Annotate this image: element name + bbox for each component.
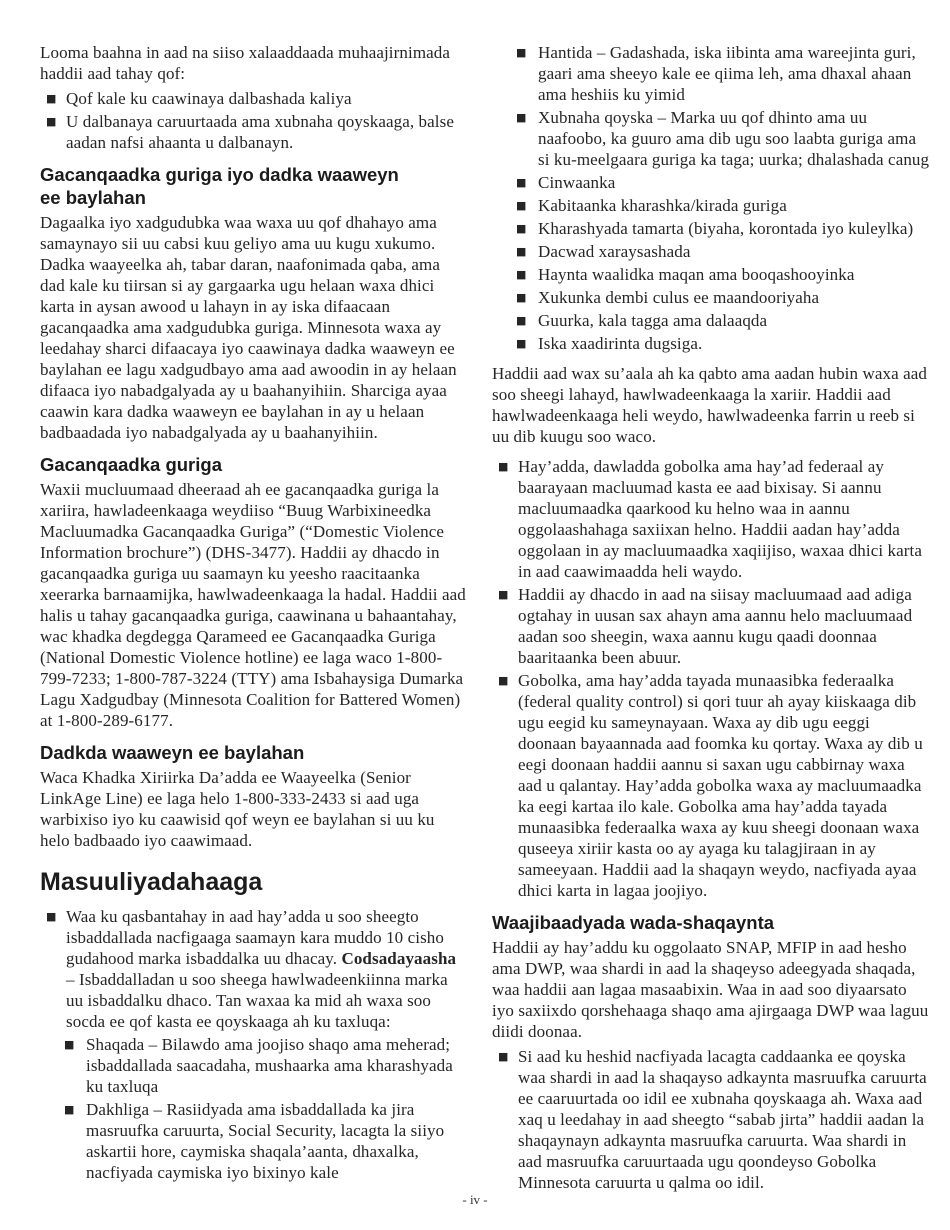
list-item-text: Gobolka, ama hay’adda tayada munaasibka federaalka (federal quality control) si qori tuur ah ayay kiiskaaga dib ugu eegid ku sameynayaan. Waxa ay dib ugu eeggi doonaan bayaannada aad foomka ku qortay. Waxa ay dib u eegi doonaan haddii aannu si saxan ugu cabbirnay waxa aad u qalantay. Hay’adda gobolka waxa ay macluumaadka ka eegi kartaa ilo kale. Gobolka ama hay’adda tayada munaasibka federaalka waxa ay kuu sheegi doonaan waxa quseeya xiriir kasta oo ay ayaga ku talagjiraan in ay sameeyaan. Haddii aad la shaqayn weydo, nacfiyada ayaa dhici karta in lagaa joojiyo. (518, 671, 923, 900)
para-immigration-help: Looma baahna in aad na siiso xalaaddaada muhaajirnimada haddii aad tahay qof: (40, 43, 451, 83)
heading-cooperation: Waajibaadyada wada-shaqaynta (492, 912, 775, 933)
list-item-text: Dacwad xaraysashada (538, 242, 691, 261)
heading-vulnerable-adults: Dadkda waaweyn ee baylahan (40, 742, 305, 763)
list-item-agency-verification (492, 456, 932, 582)
list-item-custody (516, 264, 932, 285)
bullet-square-icon: ■ (516, 199, 527, 212)
bullet-square-icon: ■ (516, 337, 527, 350)
bullet-square-icon: ■ (516, 176, 527, 189)
list-item-text: Si aad ku heshid nacfiyada lacagta caddaanka ee qoyska waa shardi in aad la shaqayso adkaynta masruufka caruurta ee caaruurtada oo idil ee xubnaha qoyskaaga ah. Waxa aad xaq u leedahay in aad sheegto “sabab jirta” haddii aadan la shaqaynayn adkaynta masruufka caruurta. Waa shardi in aad masruufka caruurtaada ugu qoondeyso Gobolka Minnesota caruurta u qalma oo idil. (518, 1047, 927, 1192)
page-number: - iv - (462, 1192, 488, 1207)
bullet-square-icon: ■ (498, 674, 509, 687)
para-domestic-violence: Waxii mucluumaad dheeraad ah ee gacanqaadka guriga la xariira, hawladeenkaaga weydiiso “Buug Warbixineedka Macluumadka Gacanqaadka Guriga” (“Domestic Violence Information brochure”) (DHS-3477). Haddii ay dhacdo in gacanqaadka guriga uu saamayn ku yeesho raacitaanka xeerarka barnaamijka, hawlwadeenkaaga la hadal. Haddii aad halis u tahay gacanqaadka guriga, caawinana u bahaantahay, wac khadka degdegga Qarameed ee Gacanqaadka Guriga (National Domestic Violence hotline) ee laga waco 1-800-799-7233; 1-800-787-3224 (TTY) ama Isbahaysiga Dumarka Lagu Xadgudbay (Minnesota Coalition for Battered Women) at 1-800-289-6177. (40, 480, 466, 730)
list-item-text: Hay’adda, dawladda gobolka ama hay’ad federaal ay baarayaan macluumad kasta ee aad bixisay. Si aannu macluumaadka qaarkood ku helno waa in aannu oggolaashahaga saxiixan helno. Haddii aadan hay’adda oggolaan in ay macluumaadka xaqiijiso, waxaa dhici karta in aad caawimaadda heli waydo. (518, 457, 923, 581)
text-segment: – Isbaddalladan u soo sheega hawlwadeenkiinna marka uu isbaddalku dhaco. Tan waxaa ka mid ah waxa soo socda ee qof kasta ee qoyskaaga ah ku taxluqa: (66, 970, 448, 1031)
bullet-square-icon: ■ (516, 245, 527, 258)
list-item-text: Cinwaanka (538, 173, 616, 192)
heading-domestic-violence: Gacanqaadka guriga (40, 454, 222, 475)
list-item-text: Qof kale ku caawinaya dalbashada kaliya (66, 89, 352, 108)
para-cooperation: Haddii ay hay’addu ku oggolaato SNAP, MFIP in aad hesho ama DWP, waa shardi in aad la shaqeyso adeegyada shaqada, waa haddii aan lagaa masaabixin. Waa in aad soo diyaarsato iyo saxiixdo qorshehaaga shaqo ama ajirgaaga DWP waa laguu diidi doonaa. (492, 938, 929, 1041)
list-item-child-support (492, 1046, 932, 1193)
immigration-bullet-list (40, 88, 468, 153)
verification-list (492, 456, 932, 901)
list-item-household-members (516, 107, 932, 170)
bullet-square-icon: ■ (498, 460, 509, 473)
bullet-square-icon: ■ (46, 92, 57, 105)
bullet-square-icon: ■ (516, 46, 527, 59)
list-item-text: Shaqada – Bilawdo ama joojiso shaqo ama meherad; isbaddallada saacadaha, mushaarka ama kharashyada ku taxluqa (86, 1035, 453, 1096)
list-item-text: Hantida – Gadashada, iska iibinta ama wareejinta guri, gaari ama sheeyo kale ee qiima leh, ama dhaxal ahaan ama heshiis ku yimid (538, 43, 916, 104)
list-item-text: Iska xaadirinta dugsiga. (538, 334, 703, 353)
bullet-square-icon: ■ (64, 1038, 75, 1051)
heading-domestic-abuse-vulnerable-adults: Gacanqaadka guriga iyo dadka waaweyn ee baylahan (40, 164, 399, 208)
text-segment-bold: Codsadayaasha (341, 949, 457, 968)
list-item-text: Xubnaha qoyska – Marka uu qof dhinto ama uu naafoobo, ka guuro ama dib ugu soo laabta guriga ama si ku-meelgaara guriga ka taga; uurka; dhalashada canug (538, 108, 930, 169)
bullet-square-icon: ■ (498, 1050, 509, 1063)
list-item-report-changes (40, 906, 468, 1032)
bullet-square-icon: ■ (516, 222, 527, 235)
list-item-false-info (492, 584, 932, 668)
para-vulnerable-adults: Waca Khadka Xiriirka Da’adda ee Waayeelka (Senior LinkAge Line) ee laga helo 1-800-333-2433 si aad uga warbixiso iyo ku caawisid qof weyn ee baylahan si uu ku helo badbaado iyo caawimaad. (40, 768, 435, 850)
list-item-school-attendance (516, 333, 932, 354)
list-item-text: Haddii ay dhacdo in aad na siisay macluumaad aad adiga ogtahay in uusan sax ahayn ama aannu helo macluumaad aadan soo sheegin, waxa aannu kugu qaadi doonnaa baaritaanka been abuur. (518, 585, 913, 667)
bullet-square-icon: ■ (516, 268, 527, 281)
list-item-housing-costs (516, 195, 932, 216)
responsibilities-list (40, 906, 468, 1032)
list-item-property (516, 42, 932, 105)
change-types-list-left (40, 1034, 468, 1183)
text-segment: Waa ku qasbantahay in aad hay’adda u soo sheegto isbaddallada nacfigaaga saamayn kara muddo 10 cisho gudahood marka isbaddalka uu dhacay. (66, 907, 445, 968)
bullet-square-icon: ■ (64, 1103, 75, 1116)
bullet-square-icon: ■ (516, 314, 527, 327)
list-item-text: Kabitaanka kharashka/kirada guriga (538, 196, 787, 215)
list-item-text (66, 907, 456, 1031)
list-item-marriage (516, 310, 932, 331)
bullet-square-icon: ■ (46, 115, 57, 128)
bullet-square-icon: ■ (516, 291, 527, 304)
list-item-drug-felony (516, 287, 932, 308)
change-types-list-right (492, 42, 932, 354)
list-item-text: Dakhliga – Rasiidyada ama isbaddallada ka jira masruufka caruurta, Social Security, lacagta la siiyo askartii hore, caymiska shaqala’aanta, dhaxalka, nacfiyada caymiska iyo bixinyo kale (86, 1100, 445, 1182)
list-item-quality-control (492, 670, 932, 901)
list-item-text: Kharashyada tamarta (biyaha, korontada iyo kuleylka) (538, 219, 914, 238)
list-item-address (516, 172, 932, 193)
bullet-square-icon: ■ (516, 111, 527, 124)
right-column (492, 42, 932, 1195)
list-item-text: Xukunka dembi culus ee maandooriyaha (538, 288, 820, 307)
list-item (40, 88, 468, 109)
list-item-utility-costs (516, 218, 932, 239)
list-item-text: U dalbanaya caruurtaada ama xubnaha qoyskaaga, balse aadan nafsi ahaanta u dalbanayn. (66, 112, 454, 152)
left-column (40, 42, 468, 1185)
list-item-income (64, 1099, 468, 1183)
list-item-lawsuit (516, 241, 932, 262)
bullet-square-icon: ■ (46, 910, 57, 923)
list-item-text: Guurka, kala tagga ama dalaaqda (538, 311, 768, 330)
para-questions: Haddii aad wax su’aala ah ka qabto ama aadan hubin waxa aad soo sheegi lahayd, hawlwadeenkaaga la xariir. Haddii aad hawlwadeenkaaga heli weydo, hawlwadeenka farrin u reeb si uu dib kuugu soo waco. (492, 364, 927, 446)
list-item (40, 111, 468, 153)
heading-your-responsibilities: Masuuliyadahaaga (40, 868, 263, 896)
para-domestic-abuse: Dagaalka iyo xadgudubka waa waxa uu qof dhahayo ama samaynayo sii uu cabsi kuu geliyo ama uu kugu xukumo. Dadka waayeelka ah, tabar daran, naafonimada qaba, ama dad kale ku tiirsan si ay gargaarka ugu helaan waxa dhici karta in aysan awood u lahayn in ay iska difaacaan gacanqaadka ama xadgudubka guriga. Minnesota waxa ay leedahay sharci difaacaya iyo caawinaya dadka waaweyn ee baylahan ee lagu xadgudbayo ama aad awoodin in ay helaan difaaca iyo nabadgalyada ay u baahanyihiin. Sharciga ayaa caawin kara dadka waaweyn ee baylahan in ay u helaan badbaadada iyo nabadgalyada ay u baahanyihiin. (40, 213, 457, 442)
list-item-work (64, 1034, 468, 1097)
list-item-text: Haynta waalidka maqan ama booqashooyinka (538, 265, 855, 284)
bullet-square-icon: ■ (498, 588, 509, 601)
cooperation-list (492, 1046, 932, 1193)
